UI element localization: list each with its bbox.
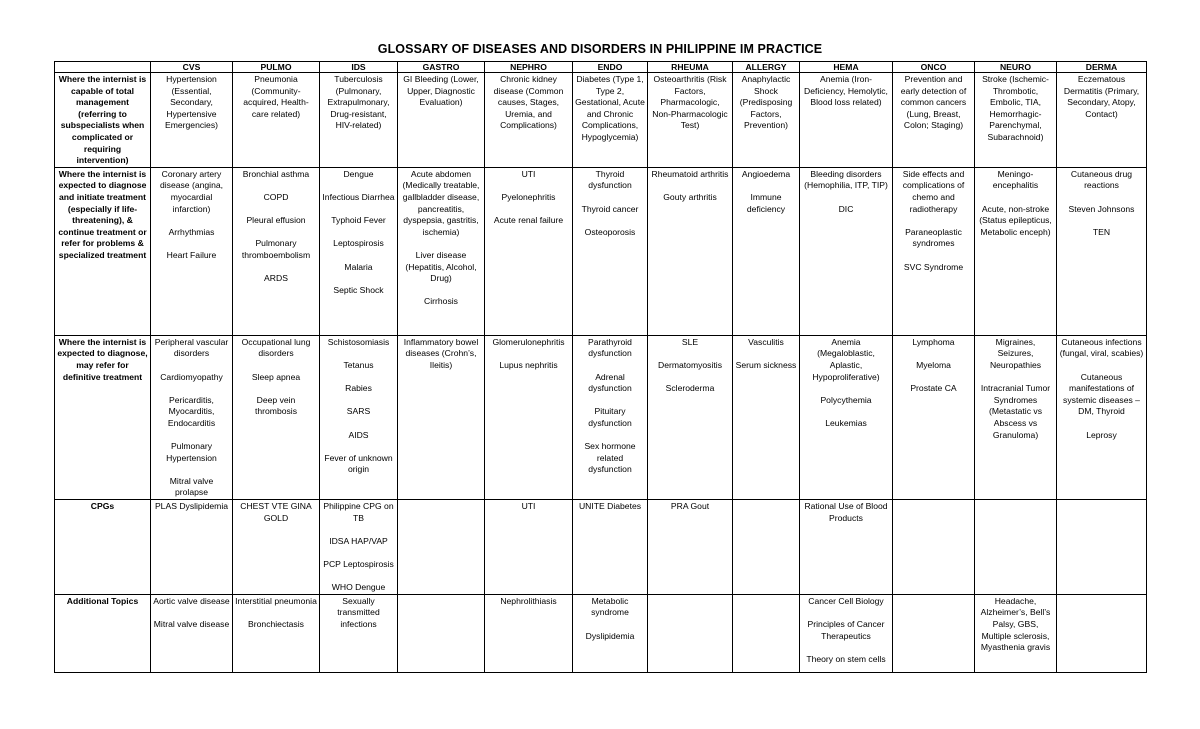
cell-item: Pyelonephritis xyxy=(501,191,556,202)
cell-item: Intracranial Tumor Syndromes (Metastatic vs Abscess vs Granuloma) xyxy=(980,383,1051,440)
glossary-table xyxy=(54,61,1147,673)
table-cell xyxy=(800,594,893,672)
table-cell xyxy=(648,73,733,168)
cell-item: Nephrolithiasis xyxy=(500,595,557,606)
cell-item: Philippine CPG on TB xyxy=(323,501,394,523)
column-header-pulmo: PULMO xyxy=(233,62,320,73)
table-cell xyxy=(733,73,800,168)
table-cell xyxy=(1057,500,1147,595)
table-cell xyxy=(648,594,733,672)
table-cell xyxy=(648,335,733,499)
column-header-onco: ONCO xyxy=(893,62,975,73)
cell-item: Bronchiectasis xyxy=(248,619,304,629)
table-cell xyxy=(800,167,893,335)
cell-item: Principles of Cancer Therapeutics xyxy=(807,619,885,641)
cell-item: Dermatomyositis xyxy=(658,359,722,370)
table-cell xyxy=(573,167,648,335)
table-cell xyxy=(893,500,975,595)
cell-item: Occupational lung disorders xyxy=(241,336,311,359)
cell-item: PRA Gout xyxy=(670,501,710,512)
cell-item: Cutaneous infections (fungal, viral, scabies) xyxy=(1059,336,1144,359)
cell-item: Chronic kidney disease (Common causes, Stages, Uremia, and Complications) xyxy=(493,74,564,131)
cell-item: Myeloma xyxy=(916,359,951,370)
table-cell xyxy=(151,73,233,168)
cell-item: Cutaneous manifestations of systemic diseases – DM, Thyroid xyxy=(1063,371,1140,417)
cell-item: Angioedema xyxy=(741,168,791,179)
table-cell xyxy=(151,335,233,499)
column-header-rheuma: RHEUMA xyxy=(648,62,733,73)
table-cell xyxy=(1057,594,1147,672)
table-cell xyxy=(398,335,485,499)
cell-item: Theory on stem cells xyxy=(806,653,886,664)
column-header-blank xyxy=(55,62,151,73)
cell-item: Leprosy xyxy=(1086,429,1117,440)
table-cell xyxy=(485,73,573,168)
table-cell xyxy=(398,500,485,595)
row-label: Where the internist is expected to diagnose, may refer for definitive treatment xyxy=(55,335,151,499)
table-cell xyxy=(1057,335,1147,499)
cell-item: Anemia (Iron-Deficiency, Hemolytic, Blood loss related) xyxy=(804,74,888,108)
table-row xyxy=(55,167,1147,335)
cell-item: Anemia (Megaloblastic, Aplastic, Hypoproliferative) xyxy=(812,336,880,382)
table-cell xyxy=(1057,167,1147,335)
cell-item: SLE xyxy=(681,336,699,347)
table-cell xyxy=(648,500,733,595)
row-label: Where the internist is capable of total management (referring to subspecialists when complicated or requiring intervention) xyxy=(55,73,151,168)
cell-item: Vasculitis xyxy=(748,336,784,347)
cell-item: Leptospirosis xyxy=(333,238,384,249)
cell-item: Acute abdomen (Medically treatable, gallbladder disease, pancreatitis, dyspepsia, gastritis, ischemia) xyxy=(402,168,480,237)
cell-item: TEN xyxy=(1092,226,1111,237)
table-cell xyxy=(151,167,233,335)
table-row xyxy=(55,335,1147,499)
cell-item: Metabolic syndrome xyxy=(591,595,629,618)
cell-item: Fever of unknown origin xyxy=(324,452,393,475)
cell-item: Leukemias xyxy=(825,417,867,428)
cell-item: Headache, Alzheimer’s, Bell’s Palsy, GBS, Multiple sclerosis, Myasthenia gravis xyxy=(980,595,1051,653)
cell-item: Pituitary dysfunction xyxy=(588,406,632,428)
row-label: Additional Topics xyxy=(55,594,151,672)
cell-item: COPD xyxy=(263,191,289,202)
cell-item: Polycythemia xyxy=(820,394,872,405)
cell-item: PCP Leptospirosis xyxy=(323,559,394,570)
cell-item: Pulmonary Hypertension xyxy=(166,441,217,463)
table-cell xyxy=(233,73,320,168)
table-row xyxy=(55,500,1147,595)
cell-item: Tetanus xyxy=(343,359,374,370)
table-cell xyxy=(485,335,573,499)
cell-item: Gouty arthritis xyxy=(663,191,717,202)
cell-item: Thyroid dysfunction xyxy=(588,168,632,191)
table-cell xyxy=(800,73,893,168)
cell-item: Septic Shock xyxy=(333,284,384,295)
column-header-allergy: ALLERGY xyxy=(733,62,800,73)
table-cell xyxy=(733,594,800,672)
cell-item: Scleroderma xyxy=(665,383,715,394)
cell-item: Eczematous Dermatitis (Primary, Secondary, Atopy, Contact) xyxy=(1063,74,1140,119)
cell-item: Sexually transmitted infections xyxy=(337,595,380,629)
cell-item: DIC xyxy=(838,203,854,214)
cell-item: Sleep apnea xyxy=(251,371,301,382)
table-cell xyxy=(648,167,733,335)
cell-item: Malaria xyxy=(344,261,373,272)
cell-item: Deep vein thrombosis xyxy=(254,394,298,417)
table-cell xyxy=(320,335,398,499)
cell-item: Lupus nephritis xyxy=(499,359,558,370)
table-cell xyxy=(573,594,648,672)
table-cell xyxy=(733,167,800,335)
table-cell xyxy=(893,167,975,335)
cell-item: Dengue xyxy=(343,168,374,179)
cell-item: Steven Johnsons xyxy=(1068,203,1135,214)
cell-item: Diabetes (Type 1, Type 2, Gestational, Acute and Chronic Complications, Hypoglycemia) xyxy=(575,74,645,142)
cell-item: Serum sickness xyxy=(735,359,797,370)
cell-item: Liver disease (Hepatitis, Alcohol, Drug) xyxy=(405,249,477,284)
table-cell xyxy=(573,335,648,499)
table-cell xyxy=(893,73,975,168)
cell-item: Migraines, Seizures, Neuropathies xyxy=(989,336,1042,370)
cell-item: Thyroid cancer xyxy=(581,203,639,214)
table-cell xyxy=(800,335,893,499)
cell-item: Typhoid Fever xyxy=(331,215,386,226)
cell-item: UTI xyxy=(521,168,536,179)
cell-item: Prostate CA xyxy=(910,383,957,394)
table-cell xyxy=(398,167,485,335)
table-cell xyxy=(320,73,398,168)
cell-item: Sex hormone related dysfunction xyxy=(584,441,636,475)
cell-item: Osteoporosis xyxy=(584,226,636,237)
cell-item: Osteoarthritis (Risk Factors, Pharmacologic, Non-Pharmacologic Test) xyxy=(652,74,728,131)
cell-item: Peripheral vascular disorders xyxy=(154,336,229,359)
table-cell xyxy=(975,73,1057,168)
table-cell xyxy=(733,335,800,499)
cell-item: Anaphylactic Shock (Predisposing Factors, Prevention) xyxy=(739,74,793,131)
table-row xyxy=(55,594,1147,672)
cell-item: UTI xyxy=(521,501,536,512)
cell-item: GI Bleeding (Lower, Upper, Diagnostic Evaluation) xyxy=(403,74,479,108)
cell-item: SVC Syndrome xyxy=(903,261,964,272)
cell-item: Lymphoma xyxy=(912,336,955,347)
cell-item: Pericarditis, Myocarditis, Endocarditis xyxy=(167,394,216,428)
table-cell xyxy=(233,500,320,595)
table-cell xyxy=(151,594,233,672)
cell-item: Cutaneous drug reactions xyxy=(1070,168,1133,191)
table-cell xyxy=(893,594,975,672)
cell-item: Cirrhosis xyxy=(424,296,458,307)
cell-item: Glomerulonephritis xyxy=(492,336,565,347)
cell-item: SARS xyxy=(346,406,371,417)
column-header-hema: HEMA xyxy=(800,62,893,73)
cell-item: UNITE Diabetes xyxy=(578,501,642,512)
cell-item: PLAS Dyslipidemia xyxy=(154,501,229,512)
cell-item: Cancer Cell Biology xyxy=(808,595,884,606)
column-header-gastro: GASTRO xyxy=(398,62,485,73)
column-header-endo: ENDO xyxy=(573,62,648,73)
table-cell xyxy=(233,594,320,672)
table-cell xyxy=(573,73,648,168)
column-header-cvs: CVS xyxy=(151,62,233,73)
cell-item: Hypertension (Essential, Secondary, Hypertensive Emergencies) xyxy=(164,74,218,131)
header-row xyxy=(55,62,1147,73)
cell-item: Infectious Diarrhea xyxy=(322,191,395,202)
cell-item: Inflammatory bowel diseases (Crohn’s, Ileitis) xyxy=(403,336,479,370)
table-cell xyxy=(485,594,573,672)
cell-item: Dyslipidemia xyxy=(585,630,635,641)
cell-item: Mitral valve disease xyxy=(153,619,230,629)
cell-item: Rational Use of Blood Products xyxy=(804,501,888,523)
column-header-neuro: NEURO xyxy=(975,62,1057,73)
cell-item: Immune deficiency xyxy=(746,191,786,214)
cell-item: Schistosomiasis xyxy=(327,336,390,347)
cell-item: Acute renal failure xyxy=(493,215,564,226)
table-cell xyxy=(320,500,398,595)
table-cell xyxy=(320,167,398,335)
cell-item: Parathyroid dysfunction xyxy=(588,336,632,359)
cell-item: WHO Dengue xyxy=(331,582,386,593)
table-cell xyxy=(733,500,800,595)
cell-item: Acute, non-stroke (Status epilepticus, Metabolic enceph) xyxy=(979,203,1052,237)
cell-item: Aortic valve disease xyxy=(153,595,230,606)
table-cell xyxy=(398,73,485,168)
column-header-derma: DERMA xyxy=(1057,62,1147,73)
column-header-nephro: NEPHRO xyxy=(485,62,573,73)
cell-item: Pneumonia (Community-acquired, Health-care related) xyxy=(243,74,309,119)
cell-item: Pleural effusion xyxy=(246,215,306,226)
cell-item: Pulmonary thromboembolism xyxy=(241,238,311,260)
cell-item: Rabies xyxy=(345,383,372,394)
table-cell xyxy=(485,500,573,595)
table-cell xyxy=(975,335,1057,499)
cell-item: Interstitial pneumonia xyxy=(235,595,317,606)
cell-item: Heart Failure xyxy=(166,249,217,260)
table-cell xyxy=(975,167,1057,335)
table-cell xyxy=(975,594,1057,672)
cell-item: Adrenal dysfunction xyxy=(588,371,632,394)
cell-item: AIDS xyxy=(348,429,369,440)
table-row xyxy=(55,73,1147,168)
table-cell xyxy=(233,335,320,499)
table-cell xyxy=(233,167,320,335)
cell-item: Bleeding disorders (Hemophilia, ITP, TIP) xyxy=(804,168,888,191)
cell-item: Arrhythmias xyxy=(168,226,215,237)
table-cell xyxy=(893,335,975,499)
cell-item: Rheumatoid arthritis xyxy=(651,168,729,179)
cell-item: ARDS xyxy=(264,273,288,284)
table-cell xyxy=(320,594,398,672)
cell-item: Paraneoplastic syndromes xyxy=(905,226,962,249)
row-label: CPGs xyxy=(55,500,151,595)
cell-item: Bronchial asthma xyxy=(242,168,310,179)
page-title: GLOSSARY OF DISEASES AND DISORDERS IN PHILIPPINE IM PRACTICE xyxy=(377,42,823,56)
table-cell xyxy=(1057,73,1147,168)
table-cell xyxy=(485,167,573,335)
table-cell xyxy=(975,500,1057,595)
cell-item: Meningo-encephalitis xyxy=(992,168,1039,191)
table-cell xyxy=(398,594,485,672)
cell-item: Stroke (Ischemic-Thrombotic, Embolic, TIA, Hemorrhagic-Parenchymal, Subarachnoid) xyxy=(982,74,1049,142)
cell-item: Side effects and complications of chemo and radiotherapy xyxy=(902,168,965,214)
cell-item: Mitral valve prolapse xyxy=(169,475,214,498)
cell-item: Cardiomyopathy xyxy=(160,371,223,382)
cell-item: Prevention and early detection of common cancers (Lung, Breast, Colon; Staging) xyxy=(900,74,967,131)
table-cell xyxy=(573,500,648,595)
cell-item: CHEST VTE GINA GOLD xyxy=(240,501,312,523)
table-cell xyxy=(151,500,233,595)
cell-item: Coronary artery disease (angina, myocardial infarction) xyxy=(159,168,224,214)
table-body xyxy=(55,73,1147,673)
table-cell xyxy=(800,500,893,595)
column-header-ids: IDS xyxy=(320,62,398,73)
cell-item: IDSA HAP/VAP xyxy=(329,535,388,546)
cell-item: Tuberculosis (Pulmonary, Extrapulmonary, Drug-resistant, HIV-related) xyxy=(327,74,390,131)
row-label: Where the internist is expected to diagnose and initiate treatment (especially if life-threatening), & continue treatment or refer for problems & specialized treatment xyxy=(55,167,151,335)
